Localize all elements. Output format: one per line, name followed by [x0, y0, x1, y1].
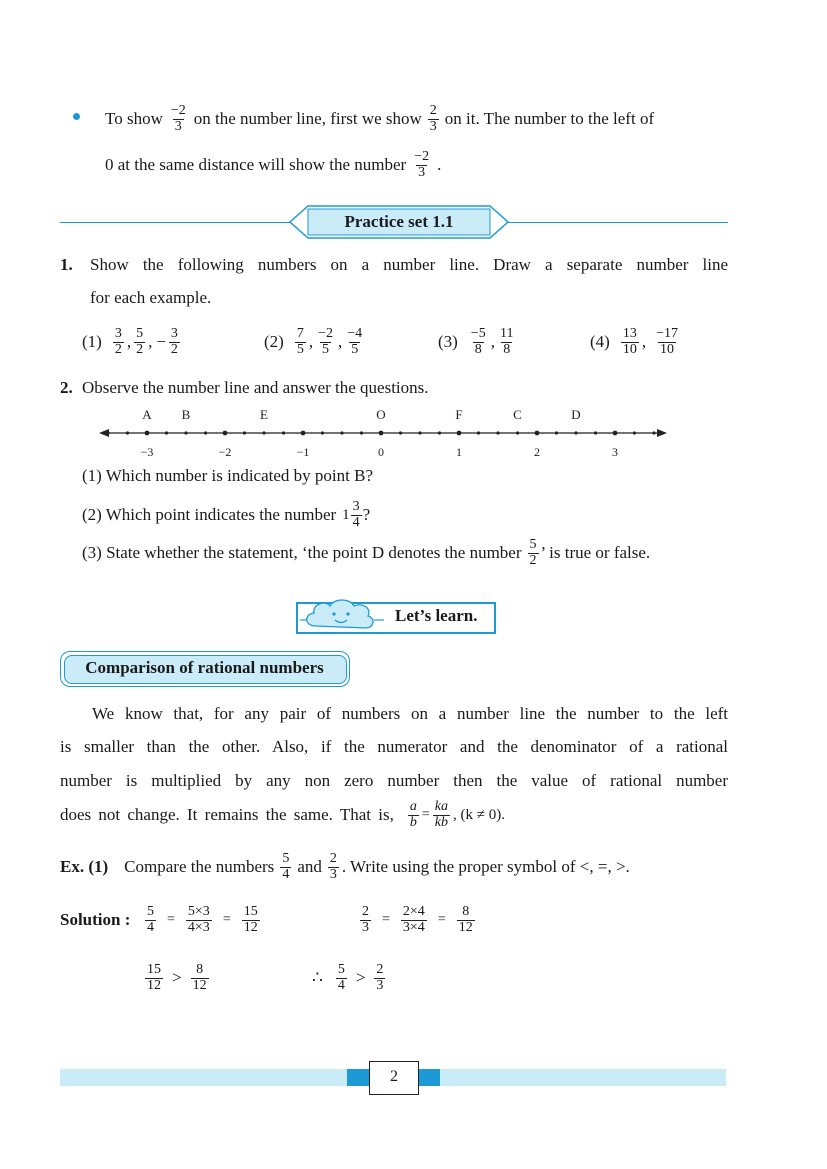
solution-label: Solution :	[60, 910, 131, 929]
example-line	[60, 846, 630, 888]
point-label-e: E	[260, 407, 268, 422]
fraction: −2 3	[170, 102, 186, 134]
division-tick	[418, 431, 421, 434]
tick-label: 1	[456, 445, 462, 459]
fraction: $\frac{2}{3}$	[362, 903, 369, 935]
division-tick	[184, 431, 187, 434]
division-tick	[399, 431, 402, 434]
solution-eq-1	[142, 898, 263, 942]
example-text: and	[297, 857, 322, 876]
example-text: Compare the numbers	[124, 857, 275, 876]
point-label-a: A	[142, 407, 152, 422]
fraction: 13 10	[622, 325, 637, 357]
division-tick	[516, 431, 519, 434]
point-label-o: O	[376, 407, 386, 422]
footer-accent-right	[418, 1069, 440, 1086]
para-line: number is multiplied by any non zero number then the value of rational number	[60, 771, 728, 790]
example-text: . Write using the proper symbol of <, =, >.	[341, 857, 630, 876]
q2-sub-1: (1) Which number is indicated by point B?	[82, 466, 373, 485]
tick-label: 2	[534, 445, 540, 459]
division-tick	[340, 431, 343, 434]
item-label: (1)	[82, 332, 102, 351]
footer-accent-left	[347, 1069, 369, 1086]
tick-label: −2	[218, 445, 232, 459]
fraction: 15 12	[147, 961, 161, 993]
point-label-c: C	[513, 407, 522, 422]
integer-tick	[223, 431, 228, 436]
greater-than-sign: >	[355, 968, 366, 987]
division-tick	[360, 431, 363, 434]
fraction: $\frac{2\times 4}{3\times 4}$	[402, 903, 425, 935]
division-tick	[594, 431, 597, 434]
q1-item-4: (4) 13 10 , −17 10	[590, 325, 678, 357]
division-tick	[243, 431, 246, 434]
q1-line-1: Show the following numbers on a number line. Draw a separate number line	[90, 255, 728, 274]
equals-sign: =	[382, 912, 390, 927]
division-tick	[574, 431, 577, 434]
cloud-icon	[296, 596, 388, 636]
fraction: $\frac{8}{12}$	[458, 903, 473, 935]
example-label: Ex. (1)	[60, 857, 109, 876]
intro-line-1	[105, 98, 654, 140]
equals-sign: =	[437, 912, 446, 927]
fraction: $\frac{5}{4}$	[147, 903, 154, 935]
intro-text: .	[437, 155, 442, 174]
intro-text: To show	[105, 109, 163, 128]
fraction: 5 2	[529, 536, 537, 568]
section-heading: Comparison of rational numbers	[85, 658, 324, 677]
solution-cmp-1	[142, 956, 212, 1000]
therefore-sign: ∴	[312, 968, 323, 987]
equals-sign: =	[222, 912, 231, 927]
tick-label: −1	[296, 445, 310, 459]
division-tick	[438, 431, 441, 434]
division-tick	[652, 431, 655, 434]
division-tick	[165, 431, 168, 434]
division-tick	[106, 431, 109, 434]
division-tick	[126, 431, 129, 434]
point-label-b: B	[181, 407, 191, 422]
integer-tick	[145, 431, 150, 436]
division-tick	[282, 431, 285, 434]
sub-text: ’ is true or false.	[540, 543, 651, 562]
division-tick	[633, 431, 636, 434]
fraction: $\frac{5\times 3}{4\times 3}$	[187, 903, 210, 935]
fraction: 3 4	[352, 498, 360, 530]
q1-item-2: (2) 7 5 , −2 5 , −4 5	[264, 325, 363, 357]
lets-learn-label: Let’s learn.	[395, 606, 478, 625]
greater-than-sign: >	[172, 968, 182, 987]
fraction: $\frac{ka}{kb}$	[434, 798, 448, 830]
fraction: 2 3	[376, 961, 384, 993]
fraction: 7 5	[296, 325, 304, 357]
question-number: 1.	[60, 255, 73, 274]
fraction: 2 3	[329, 850, 337, 882]
mixed-whole: 1	[342, 506, 350, 523]
fraction: −2 5	[318, 325, 333, 357]
point-label-f: F	[455, 407, 463, 422]
fraction: −5 8	[470, 325, 486, 357]
para-last-line	[60, 794, 505, 836]
division-tick	[555, 431, 558, 434]
division-tick	[477, 431, 480, 434]
number-line	[95, 404, 675, 462]
fraction: $\frac{15}{12}$	[243, 903, 258, 935]
intro-text: on the number line, first we show	[193, 109, 422, 128]
q2-text: Observe the number line and answer the questions.	[82, 378, 429, 397]
fraction: −4 5	[347, 325, 363, 357]
fraction: 8 12	[192, 961, 207, 993]
fraction: 11 8	[499, 325, 514, 357]
question-number: 2.	[60, 378, 73, 397]
fraction: $\frac{3}{2}$	[170, 325, 178, 357]
division-tick	[321, 431, 324, 434]
integer-tick	[457, 431, 462, 436]
item-label: (4)	[590, 332, 610, 351]
bullet-dot	[73, 113, 80, 120]
q2-sub-3	[82, 532, 650, 574]
equals-sign: =	[421, 807, 430, 822]
solution-cmp-2	[312, 956, 388, 1000]
fraction: −2 3	[414, 148, 430, 180]
fraction: −17 10	[656, 325, 678, 357]
q1-item-1: (1) 3 2 , 5 2 , − $\frac{3}{2}$	[82, 325, 178, 357]
intro-line-2	[105, 144, 441, 186]
identity-condition: , (k ≠ 0).	[452, 806, 505, 823]
fraction: $\frac{a}{b}$	[409, 798, 417, 830]
page-number: 2	[390, 1068, 398, 1085]
division-tick	[496, 431, 499, 434]
para-text: does not change. It remains the same. That is,	[60, 805, 394, 824]
intro-text: 0 at the same distance will show the number	[105, 155, 407, 174]
item-label: (3)	[438, 332, 458, 351]
point-label-d: D	[571, 407, 581, 422]
integer-tick	[535, 431, 540, 436]
intro-text: on it. The number to the left of	[444, 109, 655, 128]
fraction: 3 2	[114, 325, 122, 357]
item-label: (2)	[264, 332, 284, 351]
tick-label: 3	[612, 445, 618, 459]
fraction: 5 4	[337, 961, 345, 993]
q1-item-3: (3) −5 8 , 11 8	[438, 325, 514, 357]
division-tick	[262, 431, 265, 434]
tick-label: −3	[140, 445, 154, 459]
integer-tick	[613, 431, 618, 436]
fraction: 5 4	[282, 850, 290, 882]
q2-sub-2	[82, 494, 370, 536]
fraction: 5 2	[136, 325, 144, 357]
sub-text: (3) State whether the statement, ‘the point D denotes the number	[82, 543, 522, 562]
para-line: We know that, for any pair of numbers on a number line the number to the left	[92, 704, 728, 723]
q1-line-2: for each example.	[90, 288, 212, 307]
sub-text: (2) Which point indicates the number	[82, 505, 337, 524]
sub-text: ?	[362, 505, 371, 524]
integer-tick	[301, 431, 306, 436]
solution-eq-2	[357, 898, 478, 942]
equals-sign: =	[167, 912, 175, 927]
tick-label: 0	[378, 445, 384, 459]
para-line: is smaller than the other. Also, if the numerator and the denominator of a rational	[60, 737, 728, 756]
fraction: 2 3	[429, 102, 437, 134]
division-tick	[204, 431, 207, 434]
practice-title: Practice set 1.1	[344, 212, 454, 231]
integer-tick	[379, 431, 384, 436]
minus-sign: −	[156, 332, 166, 351]
arrow-right-icon	[657, 429, 667, 437]
